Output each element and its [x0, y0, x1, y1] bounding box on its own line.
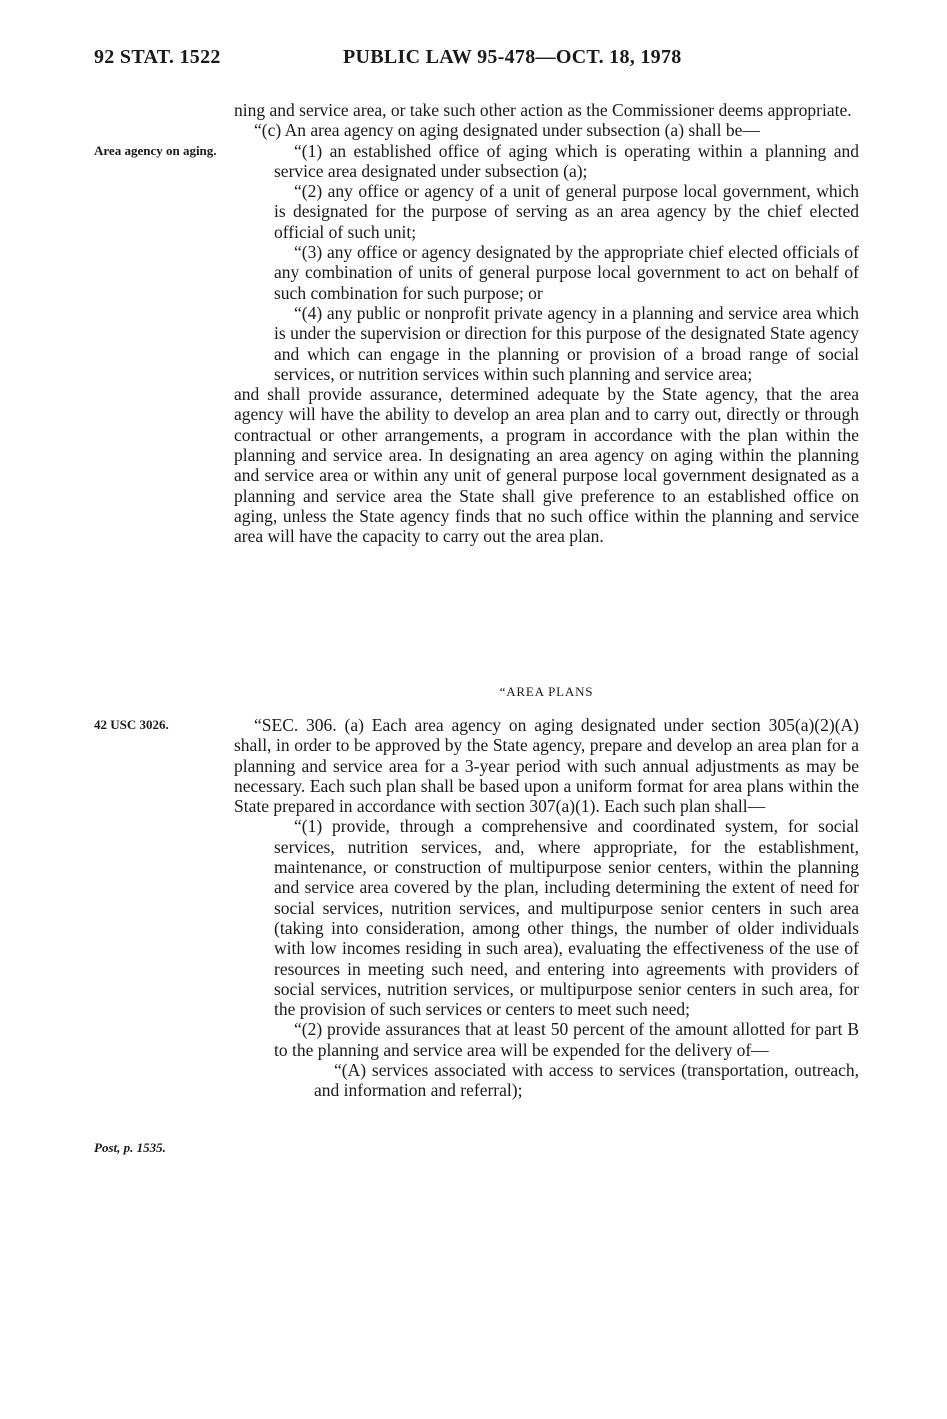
section-heading-area-plans: “AREA PLANS	[499, 684, 594, 699]
section-306-item-1: “(1) provide, through a comprehensive and coordinated system, for social services, nutrition services, and, where appropriate, for the establishment, maintenance, or construction of multipurpose senior centers, within the planning and service area covered by the plan, including determining the extent of need for social services, nutrition services, and multipurpose senior centers in such area (taking into consideration, among other things, the number of older individuals with low incomes residing in such area), evaluating the effectiveness of the use of resources in meeting such need, and entering into agreements with providers of social services, nutrition services, or multipurpose senior centers in such area, for the provision of such services or centers to meet such need;	[274, 816, 859, 1020]
margin-note-usc: 42 USC 3026.	[94, 717, 169, 732]
running-title: PUBLIC LAW 95-478—OCT. 18, 1978	[343, 46, 682, 68]
section-c-block	[234, 100, 859, 547]
margin-note-area-agency: Area agency on aging.	[94, 143, 217, 158]
section-306-item-2: “(2) provide assurances that at least 50 percent of the amount allotted for part B to the planning and service area will be expended for the delivery of—	[274, 1019, 859, 1060]
subsection-c-closing: and shall provide assurance, determined adequate by the State agency, that the area agency will have the ability to develop an area plan and to carry out, directly or through contractual or other arrangements, a program in accordance with the plan within the planning and service area. In designating an area agency on aging within the planning and service area or within any unit of general purpose local government designated as a planning and service area the State shall give preference to an established office on aging, unless the State agency finds that no such office within the planning and service area will have the capacity to carry out the area plan.	[234, 384, 859, 547]
subsection-c-item-2: “(2) any office or agency of a unit of general purpose local government, which is designated for the purpose of serving as an area agency by the chief elected official of such unit;	[274, 181, 859, 242]
stat-page-number: 92 STAT. 1522	[94, 46, 221, 68]
subsection-c-item-3: “(3) any office or agency designated by the appropriate chief elected officials of any combination of units of general purpose local government to act on behalf of such combination for such purpose; or	[274, 242, 859, 303]
subsection-c-item-4: “(4) any public or nonprofit private agency in a planning and service area which is under the supervision or direction for this purpose of the designated State agency and which can engage in the planning or provision of a broad range of social services, or nutrition services within such planning and service area;	[274, 302, 859, 384]
continuation-text: ning and service area, or take such other action as the Commissioner deems appropriate.	[234, 100, 852, 120]
subsection-c-intro: “(c) An area agency on aging designated under subsection (a) shall be—	[254, 120, 760, 141]
page-header	[0, 46, 947, 76]
margin-note-post: Post, p. 1535.	[94, 1140, 166, 1155]
area-plans-heading-block	[234, 682, 859, 702]
section-306-item-2a: “(A) services associated with access to services (transportation, outreach, and information and referral);	[314, 1060, 859, 1101]
subsection-c-item-1: “(1) an established office of aging which is operating within a planning and service area designated under subsection (a);	[274, 140, 859, 181]
section-306-block	[234, 715, 859, 1101]
section-306-intro: “SEC. 306. (a) Each area agency on aging designated under section 305(a)(2)(A) shall, in order to be approved by the State agency, prepare and develop an area plan for a planning and service area for a 3-year period with such annual adjustments as may be necessary. Each such plan shall be based upon a uniform format for area plans within the State prepared in accordance with section 307(a)(1). Each such plan shall—	[234, 715, 859, 817]
